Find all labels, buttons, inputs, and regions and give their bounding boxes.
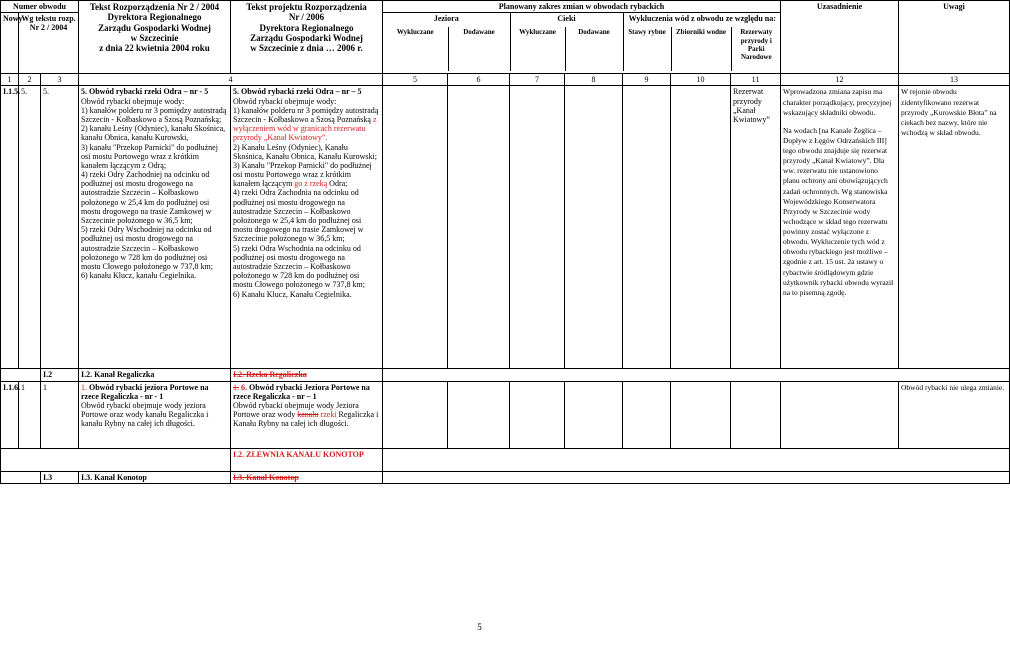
empty-cell (383, 86, 448, 369)
table-row-odra (1, 86, 1010, 369)
wylaczenia-header: Wykluczenia wód z obwodu ze względu na: (628, 14, 776, 24)
col-number: 5 (383, 74, 448, 86)
empty-cell (781, 381, 899, 448)
cieki-dodawane: Dodawane (565, 27, 623, 71)
empty-cell (448, 381, 510, 448)
table-row-portowe (1, 381, 1010, 448)
empty-cell (565, 381, 623, 448)
empty-cell (510, 86, 565, 369)
row-new-number: 1 (41, 381, 79, 448)
empty-cell (1, 471, 41, 483)
col-number: 3 (41, 74, 79, 86)
col-old-text-header: Tekst Rozporządzenia Nr 2 / 2004 Dyrektora Regionalnego Zarządu Gospodarki Wodnej w Szczecinie z dnia 22 kwietnia 2004 roku (79, 1, 231, 74)
jeziora-wylaczane: Wykluczane (383, 27, 448, 71)
planned-changes-header: Planowany zakres zmian w obwodach rybackich (383, 1, 781, 13)
col-number: 11 (731, 74, 781, 86)
empty-cell (731, 381, 781, 448)
empty-cell (383, 369, 1010, 381)
jeziora-header: Jeziora (383, 13, 510, 27)
empty-cell (671, 381, 731, 448)
empty-cell (623, 381, 671, 448)
column-numbers-row (1, 74, 1010, 86)
uwagi-header: Uwagi (899, 1, 1010, 74)
wg-tekstu-header: Wg tekstu rozp. Nr 2 / 2004 (19, 13, 79, 74)
row-new-number: 5. (41, 86, 79, 369)
old-section-title: I.2. Kanał Regaliczka (79, 369, 231, 381)
uzasadnienie-header: Uzasadnienie (781, 1, 899, 74)
col-number: 6 (448, 74, 510, 86)
old-regulation-text: 5. Obwód rybacki rzeki Odra – nr - 5 Obwód rybacki obejmuje wody: 1) kanałów polderu nr 3 pomiędzy autostradą Szczecin - Kołbaskowo a Szosą Poznańską; 2) kanału Leśny (Odyniec), kanału Skośnica, kanału Obnica, kanału Kurowski, 3) kanału "Przekop Parnicki" do podłużnej osi mostu Portowego wraz z krótkim kanałem łączącym z Odrą; 4) rzeki Odry Zachodniej na odcinku od podłużnej osi mostu drogowego na autostradzie Szczecin – Kołbaskowo położonego w 25,4 km do podłużnej osi mostu drogowego na trasie Zamkowej w Szczecinie położonego w 36,5 km; 5) rzeki Odry Wschodniej na odcinku od podłużnej osi mostu drogowego na autostradzie Szczecin – Kołbaskowo położonego w 728 km do podłużnej osi mostu Cłowego położonego w 737,8 km; 6) kanału Klucz, kanału Cegielnika. (79, 86, 231, 369)
empty-cell (510, 381, 565, 448)
col-number: 8 (565, 74, 623, 86)
col-number: 13 (899, 74, 1010, 86)
rezerwaty-header: Rezerwaty przyrody i Parki Narodowe (740, 28, 773, 61)
nowy-header: Nowy (1, 13, 19, 74)
planned-subheader (383, 13, 781, 74)
empty-cell (383, 381, 448, 448)
empty-cell (383, 471, 1010, 483)
row-id: I.2 (41, 369, 79, 381)
stawy-header: Stawy rybne (623, 27, 671, 71)
table-row-zlewnia (1, 448, 1010, 471)
empty-cell (383, 448, 1010, 471)
uwagi-cell: Obwód rybacki nie ulega zmianie. (899, 381, 1010, 448)
table-row-i3 (1, 471, 1010, 483)
empty-cell (1, 448, 231, 471)
page-number: 5 (477, 622, 482, 632)
uwagi-cell: W rejonie obwodu zidentyfikowano rezerwat przyrody „Kurowskie Błota” na ciekach bez nazwy, które nie wchodzą w skład obwodu. (899, 86, 1010, 369)
cieki-wylaczane: Wykluczane (510, 27, 565, 71)
uzasadnienie-cell: Wprowadzona zmiana zapisu ma charakter porządkujący, precyzyjnej wskazujący składniki obwodu. Na wodach [na Kanale Żeglica – Dopływ z Łęgów Odrzańskich III] tego obwodu znajduje się rezerwat przyrody „Kanał Kwiatowy”. Dla ww. rezerwatu nie ustanowiono planu ochrony ani obowiązujących zadań ochronnych. Wg stanowiska Wojewódzkiego Konserwatora Przyrody w Szczecinie wody wchodzące w skład tego rezerwatu powinny zostać wyłączone z obwodu. Wykluczenie tych wód z obwodu rybackiego jest możliwe – zgodnie z art. 15 ust. 2a ustawy o rybactwie śródlądowym gdzie użytkownik rybacki obwodu wyraził na to pisemną zgodę. (781, 86, 899, 369)
empty-cell (671, 86, 731, 369)
new-section-title: I.2. Rzeka Regaliczka (231, 369, 383, 381)
new-section-title: I.3. Kanał Konotop (231, 471, 383, 483)
empty-cell (1, 369, 41, 381)
col-number: 7 (510, 74, 565, 86)
old-section-title: I.3. Kanał Konotop (79, 471, 231, 483)
rezerwat-cell: Rezerwat przyrody „Kanał Kwiatowy” (731, 86, 781, 369)
zbiorniki-header: Zbiorniki wodne (671, 27, 731, 71)
cieki-header: Cieki (510, 13, 623, 27)
row-id: I.3 (41, 471, 79, 483)
col-new-text-header: Tekst projektu Rozporządzenia Nr / 2006 Dyrektora Regionalnego Zarządu Gospodarki Wodnej w Szczecinie z dnia … 2006 r. (231, 1, 383, 74)
row-id: I.1.6. (1, 381, 19, 448)
old-regulation-text: 1. Obwód rybacki jeziora Portowe na rzece Regaliczka - nr - 1 Obwód rybacki obejmuje wody jeziora Portowe oraz wody kanału Regaliczka i kanału Rybny na całej ich długości. (79, 381, 231, 448)
col-obwod-header: Numer obwodu (1, 1, 79, 13)
col-number: 1 (1, 74, 19, 86)
col-number: 2 (19, 74, 41, 86)
empty-cell (448, 86, 510, 369)
col-number: 9 (623, 74, 671, 86)
zlewnia-title: I.2. ZLEWNIA KANAŁU KONOTOP (231, 448, 383, 471)
new-regulation-text: 5. Obwód rybacki rzeki Odra – nr – 5 Obwód rybacki obejmuje wody: 1) kanałów polderu nr 3 pomiędzy autostradą Szczecin - Kołbaskowo a Szosą Poznańską z wyłączeniem wód w granicach rezerwatu przyrody „Kanał Kwiatowy”. 2) Kanału Leśny (Odyniec), Kanału Skośnica, Kanału Obnica, Kanału Kurowski; 3) Kanału "Przekop Parnicki" do podłużnej osi mostu Portowego wraz z krótkim kanałem łączącym go z rzeką Odra; 4) rzeki Odra Zachodnia na odcinku od podłużnej osi mostu drogowego na autostradzie Szczecin – Kołbaskowo położonego w 25,4 km do podłużnej osi mostu drogowego na trasie Zamkowej w Szczecinie położonego w 36,5 km; 5) rzeki Odra Wschodnia na odcinku od podłużnej osi mostu drogowego na autostradzie Szczecin – Kołbaskowo położonego w 728 km do podłużnej osi mostu Cłowego położonego w 737,8 km; 6) Kanału Klucz, Kanału Cegielnika. (231, 86, 383, 369)
new-regulation-text: 1. 6. Obwód rybacki Jeziora Portowe na rzece Regaliczka - nr – 1 Obwód rybacki obejmuje wody Jeziora Portowe oraz wody kanału rzeki Regaliczka i Kanału Rybny na całej ich długości. (231, 381, 383, 448)
col-number: 12 (781, 74, 899, 86)
row-id: I.1.5. (1, 86, 19, 369)
row-old-number: 1 (19, 381, 41, 448)
empty-cell (565, 86, 623, 369)
row-old-number: 5. (19, 86, 41, 369)
col-number: 4 (79, 74, 383, 86)
empty-cell (623, 86, 671, 369)
jeziora-dodawane: Dodawane (448, 27, 510, 71)
col-number: 10 (671, 74, 731, 86)
table-row-i2 (1, 369, 1010, 381)
